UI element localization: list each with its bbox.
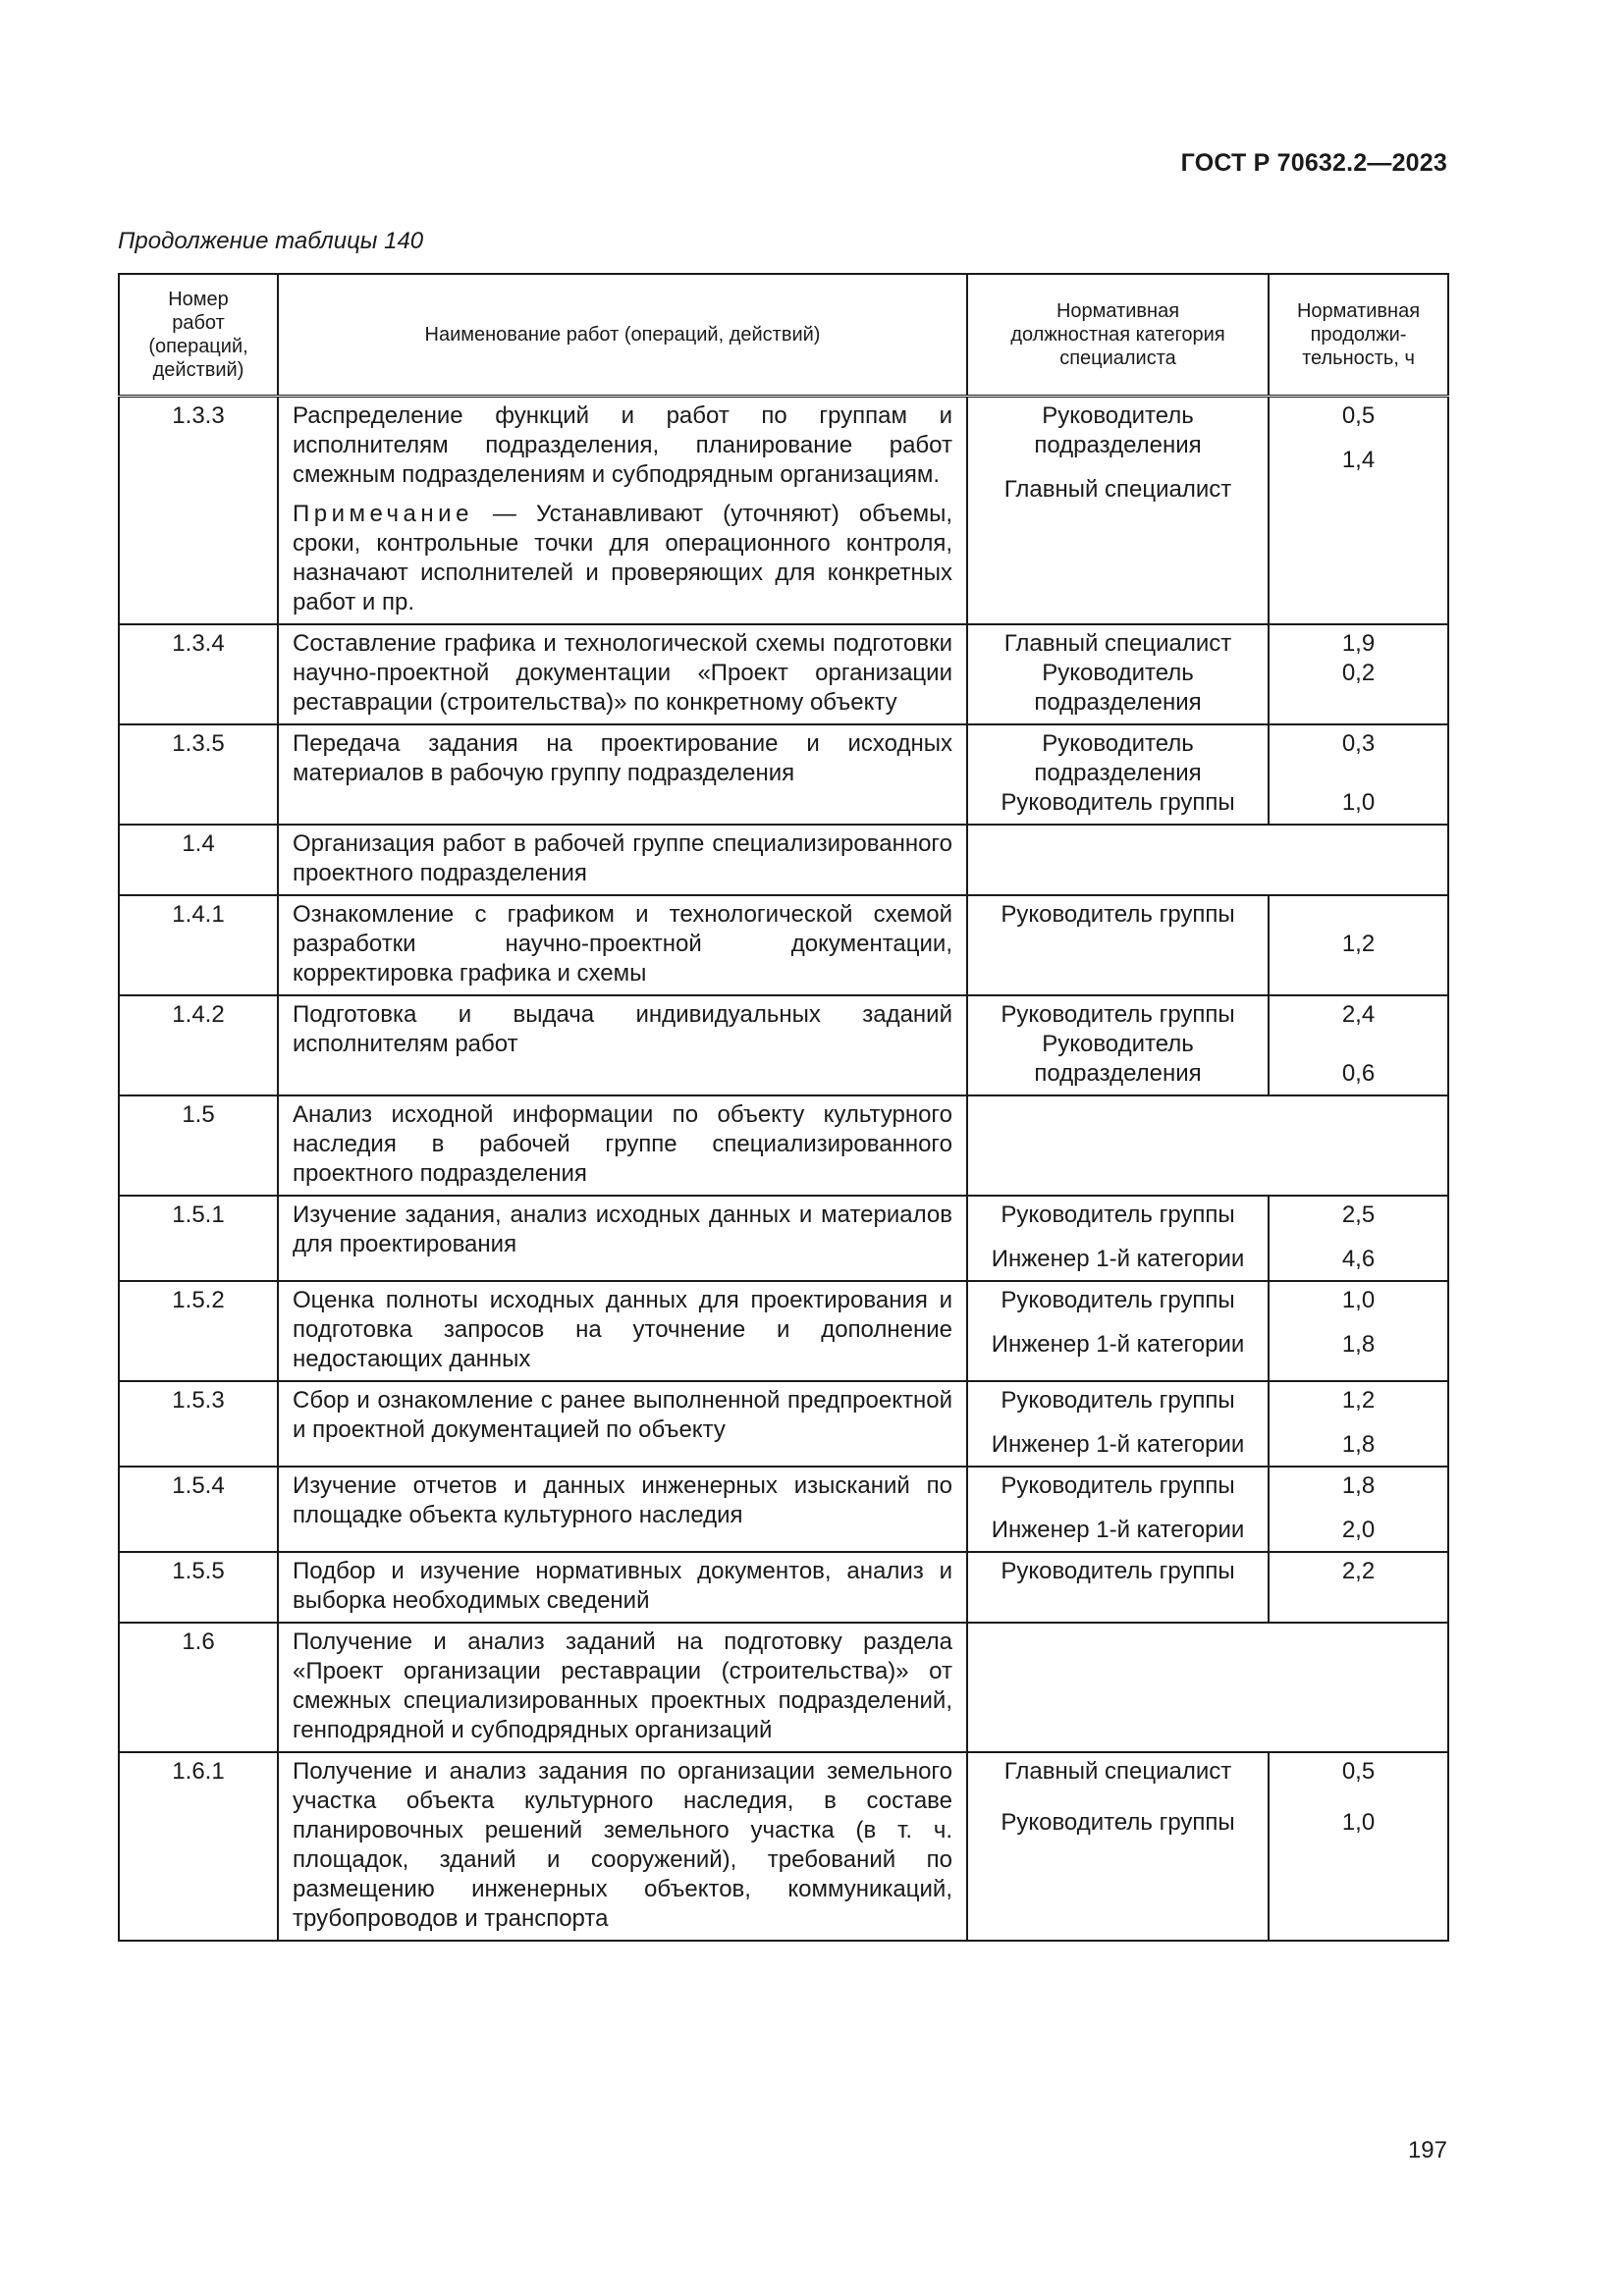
row-category: Руководитель группы Руководитель подразделения — [967, 995, 1269, 1095]
table-row — [119, 1095, 1448, 1196]
table-row — [119, 1552, 1448, 1623]
row-number: 1.4.1 — [119, 895, 278, 995]
row-work-name: Оценка полноты исходных данных для проектирования и подготовка запросов на уточнение и дополнение недостающих данных — [278, 1281, 967, 1381]
row-category: Руководитель подразделения Главный специалист — [967, 397, 1269, 625]
row-number: 1.5.3 — [119, 1381, 278, 1467]
table-row — [119, 825, 1448, 895]
table-row — [119, 1196, 1448, 1281]
row-category: Руководитель группы Инженер 1-й категории — [967, 1196, 1269, 1281]
row-merged-empty — [967, 1095, 1448, 1196]
row-work-name: Составление графика и технологической схемы подготовки научно-проектной документации «Проект организации реставрации (строительства)» по конкретному объекту — [278, 624, 967, 724]
row-duration: 2,5 4,6 — [1269, 1196, 1448, 1281]
table-row — [119, 624, 1448, 724]
header-num: Номер работ (операций, действий) — [119, 274, 278, 397]
row-work-name: Сбор и ознакомление с ранее выполненной предпроектной и проектной документацией по объекту — [278, 1381, 967, 1467]
row-category: Главный специалист Руководитель группы — [967, 1752, 1269, 1941]
table-row — [119, 1623, 1448, 1752]
row-duration: 2,2 — [1269, 1552, 1448, 1623]
row-work-name: Организация работ в рабочей группе специализированного проектного подразделения — [278, 825, 967, 895]
row-work-name: Ознакомление с графиком и технологической схемой разработки научно-проектной документации, корректировка графика и схемы — [278, 895, 967, 995]
row-number: 1.5.2 — [119, 1281, 278, 1381]
row-category: Руководитель группы Инженер 1-й категории — [967, 1281, 1269, 1381]
table-row — [119, 895, 1448, 995]
row-number: 1.3.5 — [119, 724, 278, 825]
row-work-name: Распределение функций и работ по группам и исполнителям подразделения, планирование работ смежным подразделениям и субподрядным организациям. Примечание — Устанавливают (уточняют) объемы, сроки, контрольные точки для операционного контроля, назначают исполнителей и проверяющих для конкретных работ и пр. — [278, 397, 967, 625]
row-category: Руководитель группы — [967, 895, 1269, 995]
row-number: 1.6 — [119, 1623, 278, 1752]
table-row — [119, 1467, 1448, 1552]
table-row — [119, 724, 1448, 825]
row-number: 1.5.5 — [119, 1552, 278, 1623]
row-number: 1.3.3 — [119, 397, 278, 625]
row-work-name: Подготовка и выдача индивидуальных заданий исполнителям работ — [278, 995, 967, 1095]
document-code: ГОСТ Р 70632.2—2023 — [1180, 149, 1447, 177]
row-duration: 1,0 1,8 — [1269, 1281, 1448, 1381]
row-duration: 1,8 2,0 — [1269, 1467, 1448, 1552]
row-number: 1.5 — [119, 1095, 278, 1196]
table-caption: Продолжение таблицы 140 — [118, 228, 424, 254]
row-category: Руководитель группы — [967, 1552, 1269, 1623]
header-name: Наименование работ (операций, действий) — [278, 274, 967, 397]
table-row — [119, 397, 1448, 625]
row-number: 1.4.2 — [119, 995, 278, 1095]
header-duration: Нормативная продолжи- тельность, ч — [1269, 274, 1448, 397]
row-duration: 1,2 1,8 — [1269, 1381, 1448, 1467]
table-row — [119, 1281, 1448, 1381]
row-duration: 0,3 1,0 — [1269, 724, 1448, 825]
row-merged-empty — [967, 1623, 1448, 1752]
row-work-name: Подбор и изучение нормативных документов, анализ и выборка необходимых сведений — [278, 1552, 967, 1623]
row-category: Главный специалист Руководитель подразделения — [967, 624, 1269, 724]
row-duration: 2,4 0,6 — [1269, 995, 1448, 1095]
row-work-name: Изучение задания, анализ исходных данных и материалов для проектирования — [278, 1196, 967, 1281]
row-number: 1.6.1 — [119, 1752, 278, 1941]
page-number: 197 — [1407, 2137, 1447, 2163]
row-category: Руководитель подразделения Руководитель группы — [967, 724, 1269, 825]
row-note: Примечание — Устанавливают (уточняют) объемы, сроки, контрольные точки для операционного контроля, назначают исполнителей и проверяющих для конкретных работ и пр. — [293, 501, 952, 615]
row-duration: 0,5 1,0 — [1269, 1752, 1448, 1941]
row-duration: 0,5 1,4 — [1269, 397, 1448, 625]
row-number: 1.5.4 — [119, 1467, 278, 1552]
row-duration: 1,9 0,2 — [1269, 624, 1448, 724]
norms-table — [118, 273, 1449, 1942]
row-work-name: Передача задания на проектирование и исходных материалов в рабочую группу подразделения — [278, 724, 967, 825]
row-number: 1.3.4 — [119, 624, 278, 724]
row-work-name: Получение и анализ заданий на подготовку раздела «Проект организации реставрации (строительства)» от смежных специализированных проектных подразделений, генподрядной и субподрядных организаций — [278, 1623, 967, 1752]
table-header-row — [119, 274, 1448, 397]
row-merged-empty — [967, 825, 1448, 895]
row-work-name: Изучение отчетов и данных инженерных изысканий по площадке объекта культурного наследия — [278, 1467, 967, 1552]
table-row — [119, 1752, 1448, 1941]
row-number: 1.5.1 — [119, 1196, 278, 1281]
row-work-name: Получение и анализ задания по организации земельного участка объекта культурного наследия, в составе планировочных решений земельного участка (в т. ч. площадок, зданий и сооружений), требований по размещению инженерных объектов, коммуникаций, трубопроводов и транспорта — [278, 1752, 967, 1941]
row-category: Руководитель группы Инженер 1-й категории — [967, 1381, 1269, 1467]
row-duration: 1,2 — [1269, 895, 1448, 995]
row-work-name: Анализ исходной информации по объекту культурного наследия в рабочей группе специализированного проектного подразделения — [278, 1095, 967, 1196]
row-category: Руководитель группы Инженер 1-й категории — [967, 1467, 1269, 1552]
header-category: Нормативная должностная категория специалиста — [967, 274, 1269, 397]
table-row — [119, 1381, 1448, 1467]
table-row — [119, 995, 1448, 1095]
row-number: 1.4 — [119, 825, 278, 895]
